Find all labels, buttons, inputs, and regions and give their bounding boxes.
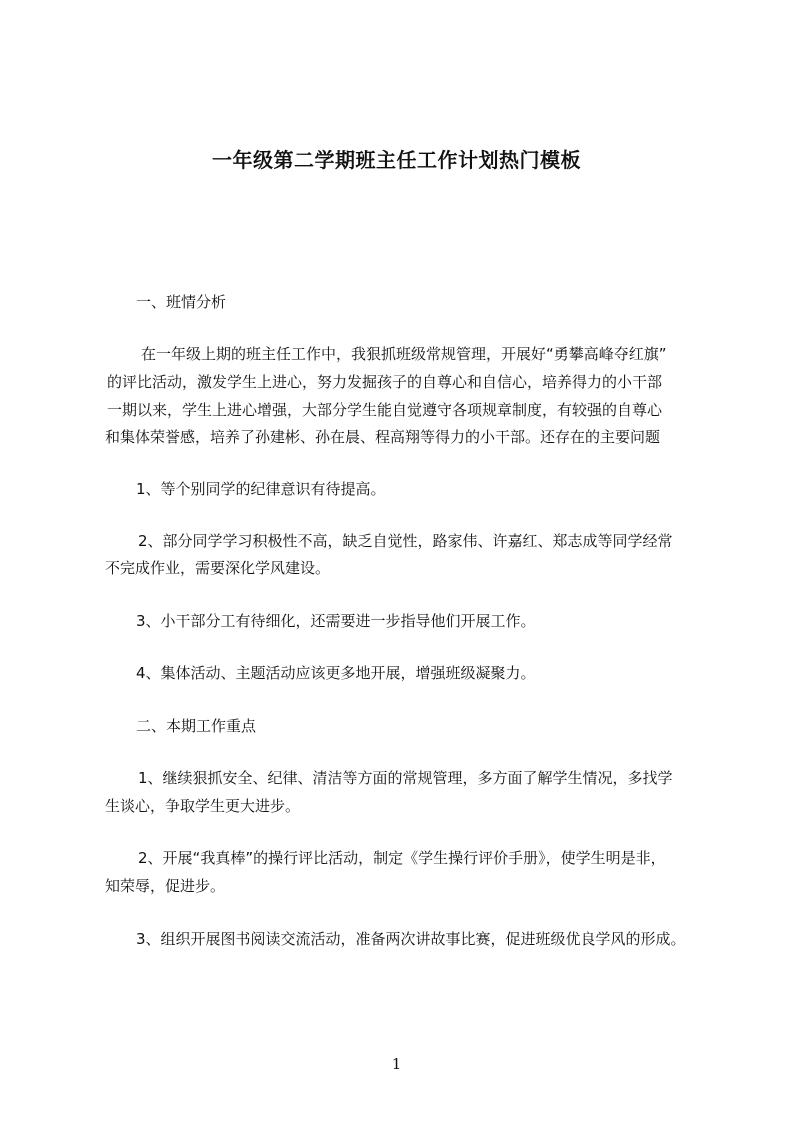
document-title: 一年级第二学期班主任工作计划热门模板 — [212, 148, 581, 172]
work-item: 2、开展“我真棒”的操行评比活动，制定《学生操行评价手册》，使学生明是非， — [138, 849, 666, 867]
problem-item: 2、部分同学学习积极性不高，缺乏自觉性，路家伟、许嘉红、郑志成等同学经常 — [138, 532, 673, 550]
work-item-continuation: 生谈心，争取学生更大进步。 — [105, 797, 301, 815]
work-item: 1、继续狠抓安全、纪律、清洁等方面的常规管理，多方面了解学生情况，多找学 — [138, 769, 673, 787]
problem-item-continuation: 不完成作业，需要深化学风建设。 — [105, 559, 331, 577]
work-item: 3、组织开展图书阅读交流活动，准备两次讲故事比赛，促进班级优良学风的形成。 — [136, 930, 686, 948]
problem-item: 1、等个别同学的纪律意识有待提高。 — [136, 480, 386, 498]
paragraph-line: 和集体荣誉感，培养了孙建彬、孙在晨、程高翔等得力的小干部。还存在的主要问题 — [105, 428, 661, 446]
problem-item: 4、集体活动、主题活动应该更多地开展，增强班级凝聚力。 — [136, 664, 536, 682]
page-number: 1 — [391, 1055, 402, 1073]
work-item-continuation: 知荣辱，促进步。 — [105, 877, 226, 895]
paragraph-line: 一期以来，学生上进心增强，大部分学生能自觉遵守各项规章制度，有较强的自尊心 — [107, 401, 663, 419]
paragraph-line: 在一年级上期的班主任工作中，我狠抓班级常规管理，开展好“勇攀高峰夺红旗” — [141, 345, 667, 363]
section-heading-class-analysis: 一、班情分析 — [136, 293, 227, 311]
paragraph-line: 的评比活动，激发学生上进心，努力发掘孩子的自尊心和自信心，培养得力的小干部 — [107, 373, 663, 391]
problem-item: 3、小干部分工有待细化，还需要进一步指导他们开展工作。 — [136, 612, 536, 630]
section-heading-work-focus: 二、本期工作重点 — [136, 717, 257, 735]
